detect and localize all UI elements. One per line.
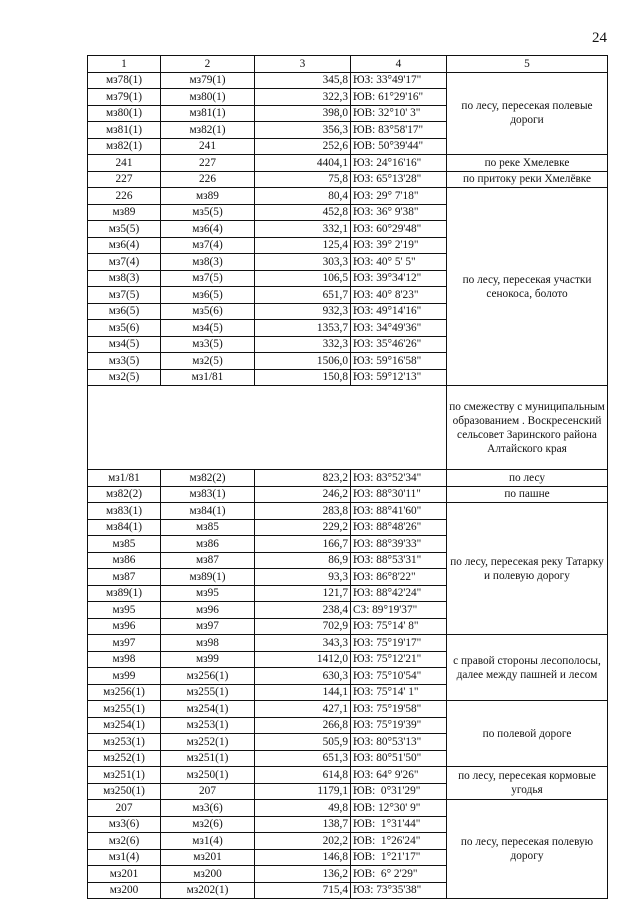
- bearing-cell: ЮЗ: 75°19'39": [351, 717, 447, 734]
- bearing-cell: ЮЗ: 88°48'26": [351, 519, 447, 536]
- distance-cell: 166,7: [255, 536, 351, 553]
- from-point-cell: мз85: [88, 536, 161, 553]
- distance-cell: 1506,0: [255, 353, 351, 370]
- table-row: [88, 767, 608, 784]
- distance-cell: 1353,7: [255, 320, 351, 337]
- distance-cell: 246,2: [255, 486, 351, 503]
- to-point-cell: мз255(1): [161, 684, 255, 701]
- distance-cell: 86,9: [255, 552, 351, 569]
- to-point-cell: мз86: [161, 536, 255, 553]
- to-point-cell: мз4(5): [161, 320, 255, 337]
- bearing-cell: ЮВ: 12°30' 9": [351, 800, 447, 817]
- bearing-cell: ЮВ: 50°39'44": [351, 138, 447, 155]
- bearing-cell: ЮЗ: 33°49'17": [351, 72, 447, 89]
- distance-cell: 1179,1: [255, 783, 351, 800]
- to-point-cell: мз1(4): [161, 833, 255, 850]
- distance-cell: 75,8: [255, 171, 351, 188]
- table-row: [88, 171, 608, 188]
- from-point-cell: мз96: [88, 618, 161, 635]
- distance-cell: 4404,1: [255, 155, 351, 172]
- bearing-cell: ЮВ: 1°26'24": [351, 833, 447, 850]
- distance-cell: 823,2: [255, 470, 351, 487]
- bearing-cell: ЮВ: 1°21'17": [351, 849, 447, 866]
- bearing-cell: ЮЗ: 59°16'58": [351, 353, 447, 370]
- bearing-cell: ЮЗ: 80°53'13": [351, 734, 447, 751]
- bearing-cell: ЮЗ: 86°8'22": [351, 569, 447, 586]
- boundary-description-cell: по полевой дороге: [447, 701, 608, 767]
- page-number: 24: [592, 30, 607, 46]
- bearing-cell: ЮЗ: 65°13'28": [351, 171, 447, 188]
- to-point-cell: мз87: [161, 552, 255, 569]
- distance-cell: 614,8: [255, 767, 351, 784]
- bearing-cell: ЮЗ: 75°19'17": [351, 635, 447, 652]
- to-point-cell: мз8(3): [161, 254, 255, 271]
- distance-cell: 202,2: [255, 833, 351, 850]
- from-point-cell: мз81(1): [88, 122, 161, 139]
- bearing-cell: ЮВ: 83°58'17": [351, 122, 447, 139]
- header-col-4: 4: [351, 56, 447, 73]
- from-point-cell: мз7(5): [88, 287, 161, 304]
- bearing-cell: ЮЗ: 88°42'24": [351, 585, 447, 602]
- bearing-cell: ЮЗ: 75°12'21": [351, 651, 447, 668]
- to-point-cell: мз200: [161, 866, 255, 883]
- to-point-cell: мз1/81: [161, 369, 255, 386]
- from-point-cell: мз82(2): [88, 486, 161, 503]
- distance-cell: 505,9: [255, 734, 351, 751]
- from-point-cell: мз3(5): [88, 353, 161, 370]
- distance-cell: 80,4: [255, 188, 351, 205]
- to-point-cell: мз6(5): [161, 287, 255, 304]
- to-point-cell: мз79(1): [161, 72, 255, 89]
- distance-cell: 332,3: [255, 336, 351, 353]
- table-row: [88, 386, 608, 470]
- from-point-cell: мз87: [88, 569, 161, 586]
- from-point-cell: мз1(4): [88, 849, 161, 866]
- distance-cell: 283,8: [255, 503, 351, 520]
- distance-cell: 452,8: [255, 204, 351, 221]
- from-point-cell: мз253(1): [88, 734, 161, 751]
- to-point-cell: мз250(1): [161, 767, 255, 784]
- to-point-cell: 227: [161, 155, 255, 172]
- bearing-cell: ЮВ: 32°10' 3": [351, 105, 447, 122]
- to-point-cell: 241: [161, 138, 255, 155]
- bearing-cell: ЮЗ: 83°52'34": [351, 470, 447, 487]
- to-point-cell: 207: [161, 783, 255, 800]
- to-point-cell: мз3(5): [161, 336, 255, 353]
- distance-cell: 932,3: [255, 303, 351, 320]
- distance-cell: 138,7: [255, 816, 351, 833]
- to-point-cell: мз97: [161, 618, 255, 635]
- bearing-cell: ЮЗ: 88°53'31": [351, 552, 447, 569]
- to-point-cell: мз7(4): [161, 237, 255, 254]
- from-point-cell: мз5(6): [88, 320, 161, 337]
- header-row: [88, 56, 608, 73]
- distance-cell: 150,8: [255, 369, 351, 386]
- empty-merged-cell: [88, 386, 447, 470]
- from-point-cell: мз250(1): [88, 783, 161, 800]
- header-col-3: 3: [255, 56, 351, 73]
- from-point-cell: мз7(4): [88, 254, 161, 271]
- bearing-cell: ЮЗ: 24°16'16": [351, 155, 447, 172]
- distance-cell: 238,4: [255, 602, 351, 619]
- to-point-cell: мз83(1): [161, 486, 255, 503]
- boundary-description-cell: по лесу, пересекая полевые дороги: [447, 72, 608, 155]
- from-point-cell: мз2(5): [88, 369, 161, 386]
- from-point-cell: мз201: [88, 866, 161, 883]
- from-point-cell: мз84(1): [88, 519, 161, 536]
- from-point-cell: мз251(1): [88, 767, 161, 784]
- distance-cell: 332,1: [255, 221, 351, 238]
- bearing-cell: ЮЗ: 59°12'13": [351, 369, 447, 386]
- boundary-description-cell: с правой стороны лесополосы, далее между пашней и лесом: [447, 635, 608, 701]
- from-point-cell: мз6(4): [88, 237, 161, 254]
- distance-cell: 345,8: [255, 72, 351, 89]
- header-col-2: 2: [161, 56, 255, 73]
- from-point-cell: мз89: [88, 204, 161, 221]
- bearing-cell: ЮЗ: 39° 2'19": [351, 237, 447, 254]
- bearing-cell: ЮЗ: 75°14' 1": [351, 684, 447, 701]
- from-point-cell: мз95: [88, 602, 161, 619]
- from-point-cell: мз255(1): [88, 701, 161, 718]
- distance-cell: 93,3: [255, 569, 351, 586]
- from-point-cell: мз200: [88, 882, 161, 899]
- distance-cell: 343,3: [255, 635, 351, 652]
- from-point-cell: мз4(5): [88, 336, 161, 353]
- from-point-cell: мз254(1): [88, 717, 161, 734]
- distance-cell: 146,8: [255, 849, 351, 866]
- to-point-cell: мз5(5): [161, 204, 255, 221]
- from-point-cell: мз1/81: [88, 470, 161, 487]
- bearing-cell: ЮЗ: 60°29'48": [351, 221, 447, 238]
- boundary-description-cell: по лесу, пересекая реку Татарку и полевую дорогу: [447, 503, 608, 635]
- table-row: [88, 470, 608, 487]
- to-point-cell: мз96: [161, 602, 255, 619]
- bearing-cell: ЮЗ: 75°10'54": [351, 668, 447, 685]
- from-point-cell: 207: [88, 800, 161, 817]
- from-point-cell: мз97: [88, 635, 161, 652]
- distance-cell: 427,1: [255, 701, 351, 718]
- to-point-cell: мз89(1): [161, 569, 255, 586]
- table-row: [88, 155, 608, 172]
- distance-cell: 715,4: [255, 882, 351, 899]
- from-point-cell: мз256(1): [88, 684, 161, 701]
- bearing-cell: ЮЗ: 64° 9'26": [351, 767, 447, 784]
- distance-cell: 136,2: [255, 866, 351, 883]
- header-col-5: 5: [447, 56, 608, 73]
- table-row: [88, 800, 608, 817]
- to-point-cell: 226: [161, 171, 255, 188]
- bearing-cell: ЮВ: 0°31'29": [351, 783, 447, 800]
- bearing-cell: ЮЗ: 88°41'60": [351, 503, 447, 520]
- distance-cell: 630,3: [255, 668, 351, 685]
- bearing-cell: ЮВ: 61°29'16": [351, 89, 447, 106]
- to-point-cell: мз81(1): [161, 105, 255, 122]
- distance-cell: 125,4: [255, 237, 351, 254]
- to-point-cell: мз201: [161, 849, 255, 866]
- table-row: [88, 701, 608, 718]
- bearing-cell: ЮЗ: 29° 7'18": [351, 188, 447, 205]
- from-point-cell: мз6(5): [88, 303, 161, 320]
- to-point-cell: мз5(6): [161, 303, 255, 320]
- to-point-cell: мз85: [161, 519, 255, 536]
- header-col-1: 1: [88, 56, 161, 73]
- bearing-cell: ЮЗ: 40° 5' 5": [351, 254, 447, 271]
- distance-cell: 106,5: [255, 270, 351, 287]
- table-row: [88, 188, 608, 205]
- distance-cell: 651,7: [255, 287, 351, 304]
- bearing-cell: ЮЗ: 88°30'11": [351, 486, 447, 503]
- distance-cell: 229,2: [255, 519, 351, 536]
- bearing-cell: СЗ: 89°19'37": [351, 602, 447, 619]
- from-point-cell: мз98: [88, 651, 161, 668]
- to-point-cell: мз2(6): [161, 816, 255, 833]
- to-point-cell: мз253(1): [161, 717, 255, 734]
- distance-cell: 303,3: [255, 254, 351, 271]
- to-point-cell: мз89: [161, 188, 255, 205]
- to-point-cell: мз3(6): [161, 800, 255, 817]
- from-point-cell: мз79(1): [88, 89, 161, 106]
- to-point-cell: мз99: [161, 651, 255, 668]
- to-point-cell: мз254(1): [161, 701, 255, 718]
- from-point-cell: мз2(6): [88, 833, 161, 850]
- from-point-cell: мз80(1): [88, 105, 161, 122]
- table-row: [88, 503, 608, 520]
- from-point-cell: мз5(5): [88, 221, 161, 238]
- table-body: [88, 72, 608, 899]
- boundary-description-cell: по лесу, пересекая кормовые угодья: [447, 767, 608, 800]
- bearing-cell: ЮЗ: 73°35'38": [351, 882, 447, 899]
- table-row: [88, 72, 608, 89]
- from-point-cell: 241: [88, 155, 161, 172]
- from-point-cell: мз86: [88, 552, 161, 569]
- bearing-cell: ЮЗ: 39°34'12": [351, 270, 447, 287]
- distance-cell: 398,0: [255, 105, 351, 122]
- to-point-cell: мз95: [161, 585, 255, 602]
- from-point-cell: мз89(1): [88, 585, 161, 602]
- bearing-cell: ЮЗ: 35°46'26": [351, 336, 447, 353]
- distance-cell: 322,3: [255, 89, 351, 106]
- boundary-description-cell: по пашне: [447, 486, 608, 503]
- distance-cell: 1412,0: [255, 651, 351, 668]
- to-point-cell: мз202(1): [161, 882, 255, 899]
- to-point-cell: мз80(1): [161, 89, 255, 106]
- from-point-cell: 226: [88, 188, 161, 205]
- bearing-cell: ЮЗ: 75°14' 8": [351, 618, 447, 635]
- distance-cell: 252,6: [255, 138, 351, 155]
- boundary-table: [87, 55, 608, 899]
- distance-cell: 121,7: [255, 585, 351, 602]
- to-point-cell: мз98: [161, 635, 255, 652]
- from-point-cell: мз99: [88, 668, 161, 685]
- to-point-cell: мз252(1): [161, 734, 255, 751]
- from-point-cell: мз83(1): [88, 503, 161, 520]
- to-point-cell: мз82(1): [161, 122, 255, 139]
- boundary-description-cell: по лесу, пересекая полевую дорогу: [447, 800, 608, 899]
- from-point-cell: мз3(6): [88, 816, 161, 833]
- boundary-description-cell: по лесу: [447, 470, 608, 487]
- from-point-cell: мз8(3): [88, 270, 161, 287]
- distance-cell: 266,8: [255, 717, 351, 734]
- from-point-cell: мз252(1): [88, 750, 161, 767]
- boundary-description-cell: по притоку реки Хмелёвке: [447, 171, 608, 188]
- bearing-cell: ЮЗ: 34°49'36": [351, 320, 447, 337]
- to-point-cell: мз7(5): [161, 270, 255, 287]
- bearing-cell: ЮЗ: 75°19'58": [351, 701, 447, 718]
- table-row: [88, 486, 608, 503]
- distance-cell: 702,9: [255, 618, 351, 635]
- bearing-cell: ЮВ: 6° 2'29": [351, 866, 447, 883]
- bearing-cell: ЮЗ: 49°14'16": [351, 303, 447, 320]
- from-point-cell: мз82(1): [88, 138, 161, 155]
- to-point-cell: мз2(5): [161, 353, 255, 370]
- boundary-description-cell: по смежеству с муниципальным образованием . Воскресенский сельсовет Заринского района Алтайского края: [447, 386, 608, 470]
- distance-cell: 49,8: [255, 800, 351, 817]
- distance-cell: 356,3: [255, 122, 351, 139]
- bearing-cell: ЮЗ: 88°39'33": [351, 536, 447, 553]
- bearing-cell: ЮЗ: 40° 8'23": [351, 287, 447, 304]
- to-point-cell: мз256(1): [161, 668, 255, 685]
- boundary-description-cell: по реке Хмелевке: [447, 155, 608, 172]
- to-point-cell: мз6(4): [161, 221, 255, 238]
- boundary-description-cell: по лесу, пересекая участки сенокоса, болото: [447, 188, 608, 386]
- from-point-cell: 227: [88, 171, 161, 188]
- distance-cell: 144,1: [255, 684, 351, 701]
- bearing-cell: ЮЗ: 80°51'50": [351, 750, 447, 767]
- to-point-cell: мз84(1): [161, 503, 255, 520]
- table-row: [88, 635, 608, 652]
- to-point-cell: мз82(2): [161, 470, 255, 487]
- from-point-cell: мз78(1): [88, 72, 161, 89]
- to-point-cell: мз251(1): [161, 750, 255, 767]
- bearing-cell: ЮВ: 1°31'44": [351, 816, 447, 833]
- distance-cell: 651,3: [255, 750, 351, 767]
- bearing-cell: ЮЗ: 36° 9'38": [351, 204, 447, 221]
